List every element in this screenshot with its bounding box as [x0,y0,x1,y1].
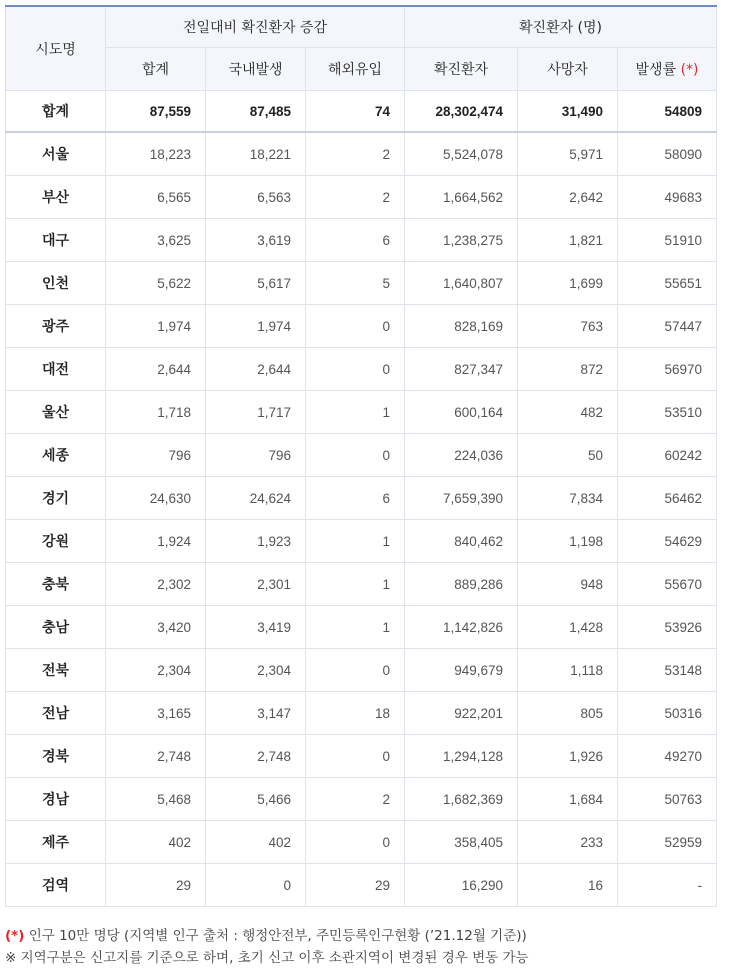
cell-rate: 56970 [618,348,717,391]
total-cell-deaths: 31,490 [518,91,618,133]
table-row [6,262,717,305]
rate-marker: (*) [680,62,699,78]
cell-domestic: 2,301 [206,563,306,606]
table-row [6,864,717,907]
cell-region: 충남 [6,606,106,649]
cell-total: 1,974 [106,305,206,348]
cell-confirmed: 1,682,369 [405,778,518,821]
cell-total: 5,622 [106,262,206,305]
cell-region: 경북 [6,735,106,778]
cell-rate: - [618,864,717,907]
cell-overseas: 0 [306,649,405,692]
table-row [6,649,717,692]
cell-rate: 58090 [618,132,717,176]
header-confirmed: 확진환자 [405,48,518,91]
cell-overseas: 0 [306,821,405,864]
cell-rate: 50316 [618,692,717,735]
cell-rate: 60242 [618,434,717,477]
footnote-rate-text: 인구 10만 명당 (지역별 인구 출처 : 행정안전부, 주민등록인구현황 (’21.12월 기준)) [24,928,527,944]
total-cell-domestic: 87,485 [206,91,306,133]
cell-overseas: 1 [306,391,405,434]
cell-rate: 53148 [618,649,717,692]
cell-confirmed: 358,405 [405,821,518,864]
cell-overseas: 2 [306,132,405,176]
cell-domestic: 0 [206,864,306,907]
cell-rate: 53510 [618,391,717,434]
cell-total: 24,630 [106,477,206,520]
cell-confirmed: 840,462 [405,520,518,563]
cell-region: 검역 [6,864,106,907]
cell-region: 전북 [6,649,106,692]
cell-deaths: 482 [518,391,618,434]
header-rate [618,48,717,91]
header-domestic: 국내발생 [206,48,306,91]
cell-overseas: 1 [306,520,405,563]
cell-region: 인천 [6,262,106,305]
table-row [6,477,717,520]
covid-region-table-container [5,5,716,907]
cell-region: 경남 [6,778,106,821]
cell-rate: 50763 [618,778,717,821]
table-row [6,563,717,606]
cell-overseas: 1 [306,563,405,606]
cell-domestic: 2,304 [206,649,306,692]
total-cell-confirmed: 28,302,474 [405,91,518,133]
footnotes [5,925,720,969]
cell-region: 세종 [6,434,106,477]
header-overseas: 해외유입 [306,48,405,91]
header-group-cases: 확진환자 (명) [405,6,717,48]
footnote-region: ※ 지역구분은 신고지를 기준으로 하며, 초기 신고 이후 소관지역이 변경된 경우 변동 가능 [5,950,529,966]
table-row [6,520,717,563]
table-row [6,305,717,348]
cell-deaths: 2,642 [518,176,618,219]
cell-confirmed: 1,640,807 [405,262,518,305]
table-row [6,692,717,735]
table-row [6,606,717,649]
cell-total: 796 [106,434,206,477]
total-cell-rate: 54809 [618,91,717,133]
cell-domestic: 1,717 [206,391,306,434]
cell-total: 402 [106,821,206,864]
cell-region: 울산 [6,391,106,434]
cell-domestic: 796 [206,434,306,477]
cell-overseas: 1 [306,606,405,649]
cell-rate: 56462 [618,477,717,520]
header-group-change: 전일대비 확진환자 증감 [106,6,405,48]
cell-domestic: 5,617 [206,262,306,305]
cell-rate: 51910 [618,219,717,262]
cell-domestic: 1,923 [206,520,306,563]
cell-region: 대전 [6,348,106,391]
cell-rate: 55651 [618,262,717,305]
cell-rate: 53926 [618,606,717,649]
total-region: 합계 [6,91,106,133]
cell-confirmed: 922,201 [405,692,518,735]
cell-overseas: 29 [306,864,405,907]
cell-overseas: 6 [306,477,405,520]
cell-domestic: 5,466 [206,778,306,821]
cell-confirmed: 828,169 [405,305,518,348]
total-row [6,91,717,133]
cell-deaths: 948 [518,563,618,606]
cell-overseas: 0 [306,305,405,348]
table-row [6,219,717,262]
cell-confirmed: 1,142,826 [405,606,518,649]
cell-domestic: 3,619 [206,219,306,262]
cell-region: 제주 [6,821,106,864]
cell-deaths: 7,834 [518,477,618,520]
cell-domestic: 2,748 [206,735,306,778]
cell-domestic: 2,644 [206,348,306,391]
cell-confirmed: 600,164 [405,391,518,434]
cell-total: 3,165 [106,692,206,735]
cell-deaths: 805 [518,692,618,735]
cell-overseas: 5 [306,262,405,305]
cell-region: 광주 [6,305,106,348]
cell-rate: 54629 [618,520,717,563]
cell-rate: 57447 [618,305,717,348]
cell-domestic: 3,419 [206,606,306,649]
cell-confirmed: 827,347 [405,348,518,391]
cell-overseas: 0 [306,735,405,778]
cell-confirmed: 16,290 [405,864,518,907]
cell-rate: 49270 [618,735,717,778]
cell-deaths: 50 [518,434,618,477]
cell-total: 1,924 [106,520,206,563]
cell-overseas: 0 [306,434,405,477]
cell-overseas: 0 [306,348,405,391]
header-region: 시도명 [6,6,106,91]
total-cell-total: 87,559 [106,91,206,133]
table-row [6,132,717,176]
cell-deaths: 1,118 [518,649,618,692]
cell-domestic: 1,974 [206,305,306,348]
covid-region-table [5,5,717,907]
cell-domestic: 3,147 [206,692,306,735]
table-body [6,91,717,907]
cell-overseas: 2 [306,176,405,219]
cell-overseas: 6 [306,219,405,262]
cell-region: 전남 [6,692,106,735]
cell-total: 2,302 [106,563,206,606]
cell-region: 경기 [6,477,106,520]
cell-overseas: 18 [306,692,405,735]
cell-deaths: 763 [518,305,618,348]
cell-deaths: 233 [518,821,618,864]
cell-rate: 52959 [618,821,717,864]
cell-domestic: 6,563 [206,176,306,219]
cell-region: 충북 [6,563,106,606]
cell-confirmed: 5,524,078 [405,132,518,176]
cell-rate: 55670 [618,563,717,606]
table-row [6,176,717,219]
table-row [6,434,717,477]
cell-total: 2,748 [106,735,206,778]
cell-deaths: 1,821 [518,219,618,262]
cell-deaths: 872 [518,348,618,391]
cell-total: 1,718 [106,391,206,434]
footnote-rate [5,925,720,947]
cell-region: 부산 [6,176,106,219]
cell-deaths: 1,684 [518,778,618,821]
footnote-marker: (*) [5,928,25,944]
cell-total: 5,468 [106,778,206,821]
cell-total: 18,223 [106,132,206,176]
header-rate-label: 발생률 [635,62,677,78]
cell-confirmed: 889,286 [405,563,518,606]
cell-confirmed: 7,659,390 [405,477,518,520]
cell-deaths: 5,971 [518,132,618,176]
cell-total: 3,420 [106,606,206,649]
cell-deaths: 1,198 [518,520,618,563]
cell-confirmed: 224,036 [405,434,518,477]
cell-domestic: 18,221 [206,132,306,176]
cell-confirmed: 1,294,128 [405,735,518,778]
cell-confirmed: 1,664,562 [405,176,518,219]
cell-total: 29 [106,864,206,907]
cell-domestic: 24,624 [206,477,306,520]
cell-region: 강원 [6,520,106,563]
cell-region: 서울 [6,132,106,176]
table-header [6,6,717,91]
cell-rate: 49683 [618,176,717,219]
header-deaths: 사망자 [518,48,618,91]
cell-total: 2,644 [106,348,206,391]
cell-domestic: 402 [206,821,306,864]
cell-overseas: 2 [306,778,405,821]
table-row [6,391,717,434]
cell-confirmed: 949,679 [405,649,518,692]
cell-deaths: 16 [518,864,618,907]
header-total: 합계 [106,48,206,91]
table-row [6,821,717,864]
total-cell-overseas: 74 [306,91,405,133]
cell-total: 3,625 [106,219,206,262]
cell-region: 대구 [6,219,106,262]
cell-deaths: 1,926 [518,735,618,778]
cell-confirmed: 1,238,275 [405,219,518,262]
cell-deaths: 1,699 [518,262,618,305]
table-row [6,735,717,778]
cell-deaths: 1,428 [518,606,618,649]
cell-total: 2,304 [106,649,206,692]
table-row [6,348,717,391]
cell-total: 6,565 [106,176,206,219]
table-row [6,778,717,821]
